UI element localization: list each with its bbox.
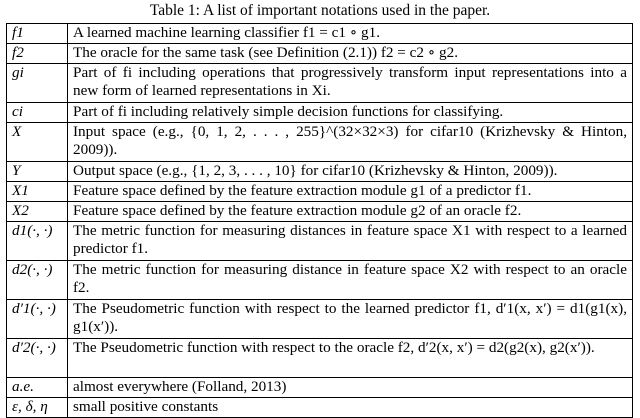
table-row [7, 378, 633, 398]
table-row [7, 182, 633, 202]
table-row [7, 202, 633, 222]
notation-symbol: ε, δ, η [7, 398, 68, 418]
notation-symbol: X1 [7, 182, 68, 202]
table-row [7, 24, 633, 44]
table-row [7, 398, 633, 418]
notation-description: Input space (e.g., {0, 1, 2, . . . , 255}^(32×32×3) for cifar10 (Krizhevsky & Hinton, 2009)). [68, 123, 633, 162]
notation-description: The oracle for the same task (see Definition (2.1)) f2 = c2 ∘ g2. [68, 44, 633, 64]
table-row [7, 222, 633, 261]
notation-description: A learned machine learning classifier f1 = c1 ∘ g1. [68, 24, 633, 44]
notation-symbol: f1 [7, 24, 68, 44]
notation-symbol: X2 [7, 202, 68, 222]
notation-symbol: X [7, 123, 68, 162]
notation-description: Part of fi including relatively simple decision functions for classifying. [68, 103, 633, 123]
notation-symbol: Y [7, 162, 68, 182]
table-row [7, 162, 633, 182]
table-row [7, 64, 633, 103]
notation-description: small positive constants [68, 398, 633, 418]
table-row [7, 44, 633, 64]
notation-description: The Pseudometric function with respect to the oracle f2, d′2(x, x′) = d2(g2(x), g2(x′)). [68, 339, 633, 378]
notation-table [6, 23, 633, 418]
notation-description: The metric function for measuring distances in feature space X1 with respect to a learned predictor f1. [68, 222, 633, 261]
notation-symbol: d2(·, ·) [7, 261, 68, 300]
notation-symbol: d′2(·, ·) [7, 339, 68, 378]
notation-description: almost everywhere (Folland, 2013) [68, 378, 633, 398]
notation-symbol: d1(·, ·) [7, 222, 68, 261]
table-row [7, 300, 633, 339]
notation-description: Feature space defined by the feature extraction module g1 of a predictor f1. [68, 182, 633, 202]
table-row [7, 123, 633, 162]
notation-symbol: a.e. [7, 378, 68, 398]
notation-symbol: d′1(·, ·) [7, 300, 68, 339]
notation-description: The Pseudometric function with respect to the learned predictor f1, d′1(x, x′) = d1(g1(x), g1(x′)). [68, 300, 633, 339]
notation-symbol: gi [7, 64, 68, 103]
notation-symbol: ci [7, 103, 68, 123]
table-row [7, 261, 633, 300]
table-row [7, 103, 633, 123]
notation-symbol: f2 [7, 44, 68, 64]
notation-description: Output space (e.g., {1, 2, 3, . . . , 10} for cifar10 (Krizhevsky & Hinton, 2009)). [68, 162, 633, 182]
table-caption: Table 1: A list of important notations used in the paper. [149, 2, 491, 19]
table-row [7, 339, 633, 378]
notation-description: Part of fi including operations that progressively transform input representations into a new form of learned representations in Xi. [68, 64, 633, 103]
notation-description: Feature space defined by the feature extraction module g2 of an oracle f2. [68, 202, 633, 222]
notation-description: The metric function for measuring distance in feature space X2 with respect to an oracle f2. [68, 261, 633, 300]
